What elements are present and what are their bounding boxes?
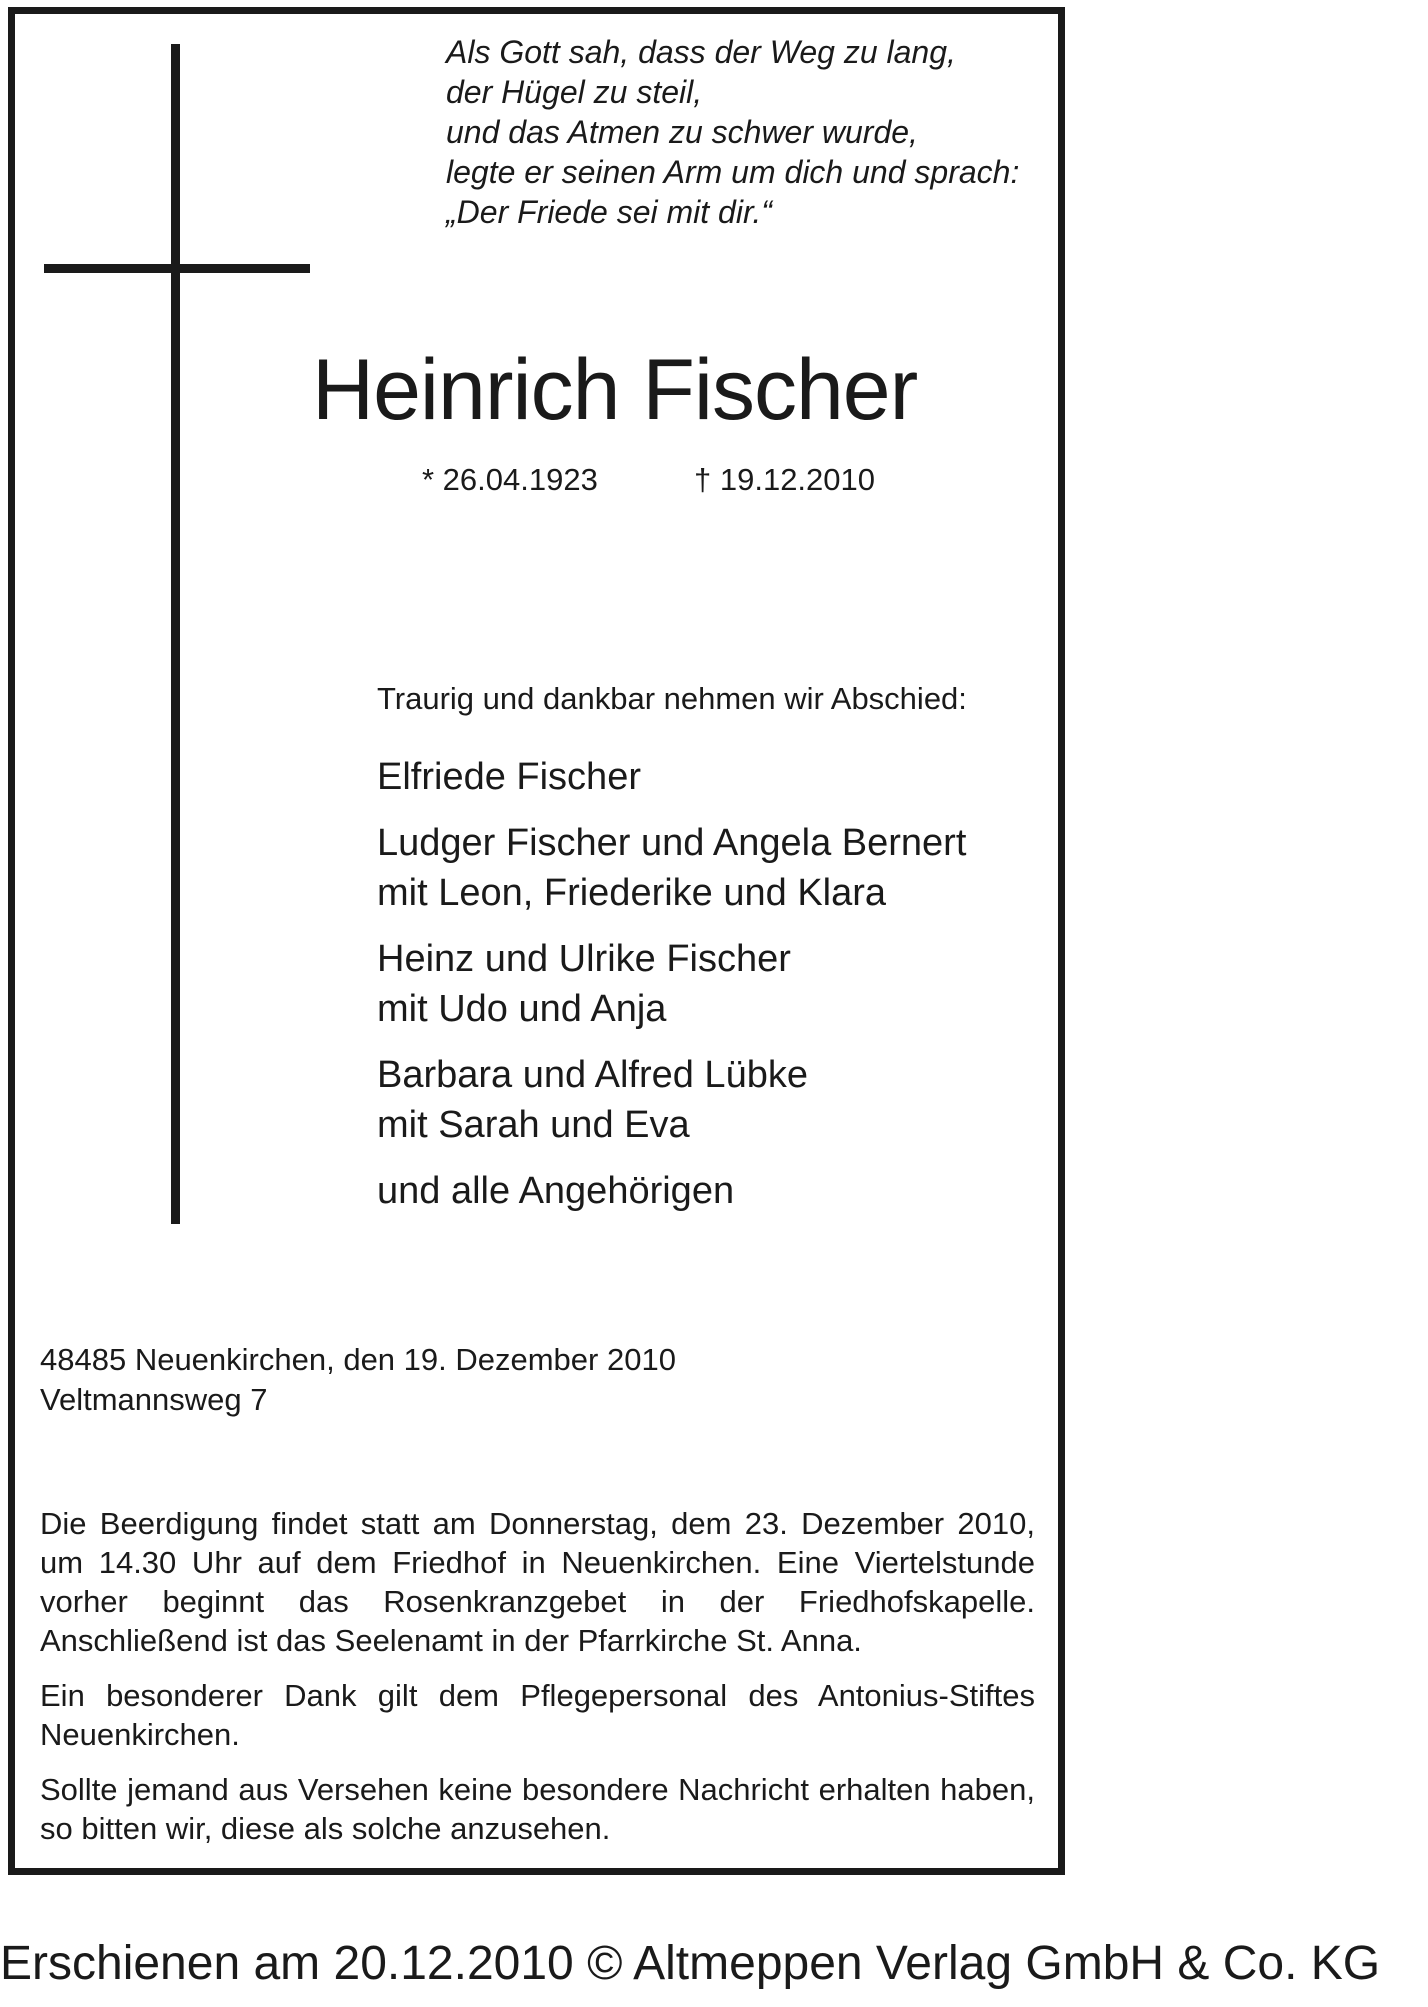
mourner-line: mit Leon, Friederike und Klara (377, 872, 887, 914)
poem-line: Als Gott sah, dass der Weg zu lang, (446, 34, 956, 70)
mourner-line: Barbara und Alfred Lübke (377, 1054, 808, 1096)
publication-footer: Erschienen am 20.12.2010 © Altmeppen Verlag GmbH & Co. KG (0, 1937, 1381, 1990)
notice-note: Sollte jemand aus Versehen keine besondere Nachricht erhalten haben, so bitten wir, diese als solche anzusehen. (40, 1772, 1035, 1846)
mourners-list (377, 752, 1057, 1232)
poem-line: „Der Friede sei mit dir.“ (446, 194, 772, 230)
poem (446, 32, 1046, 232)
poem-line: und das Atmen zu schwer wurde, (446, 114, 918, 150)
mourner-line: mit Udo und Anja (377, 988, 667, 1030)
mourner-entry (377, 752, 1057, 802)
poem-line: der Hügel zu steil, (446, 74, 703, 110)
mourning-intro: Traurig und dankbar nehmen wir Abschied: (377, 681, 967, 716)
mourner-line: mit Sarah und Eva (377, 1104, 690, 1146)
location-block (40, 1340, 676, 1420)
death-date: † 19.12.2010 (694, 462, 876, 497)
cross-vertical-bar (171, 44, 180, 1224)
mourner-line: Ludger Fischer und Angela Bernert (377, 822, 967, 864)
mourner-entry (377, 1166, 1057, 1216)
place-date: 48485 Neuenkirchen, den 19. Dezember 2010 (40, 1342, 676, 1377)
birth-date: * 26.04.1923 (422, 462, 598, 497)
cross-horizontal-bar (44, 264, 310, 273)
mourner-line: und alle Angehörigen (377, 1170, 735, 1212)
mourner-line: Heinz und Ulrike Fischer (377, 938, 791, 980)
mourner-line: Elfriede Fischer (377, 756, 641, 798)
thanks-note: Ein besonderer Dank gilt dem Pflegepersonal des Antonius-Stiftes Neuenkirchen. (40, 1678, 1035, 1752)
street-address: Veltmannsweg 7 (40, 1382, 268, 1417)
mourner-entry (377, 1050, 1057, 1150)
funeral-details: Die Beerdigung findet statt am Donnerstag, dem 23. Dezember 2010, um 14.30 Uhr auf dem Friedhof in Neuenkirchen. Eine Viertelstunde vorher beginnt das Rosenkranzgebet in der Friedhofskapelle. Anschließend ist das Seelenamt in der Pfarrkirche St. Anna. (40, 1506, 1035, 1658)
poem-line: legte er seinen Arm um dich und sprach: (446, 154, 1020, 190)
deceased-name: Heinrich Fischer (312, 342, 918, 438)
mourner-entry (377, 934, 1057, 1034)
info-block (40, 1504, 1035, 1864)
mourner-entry (377, 818, 1057, 918)
